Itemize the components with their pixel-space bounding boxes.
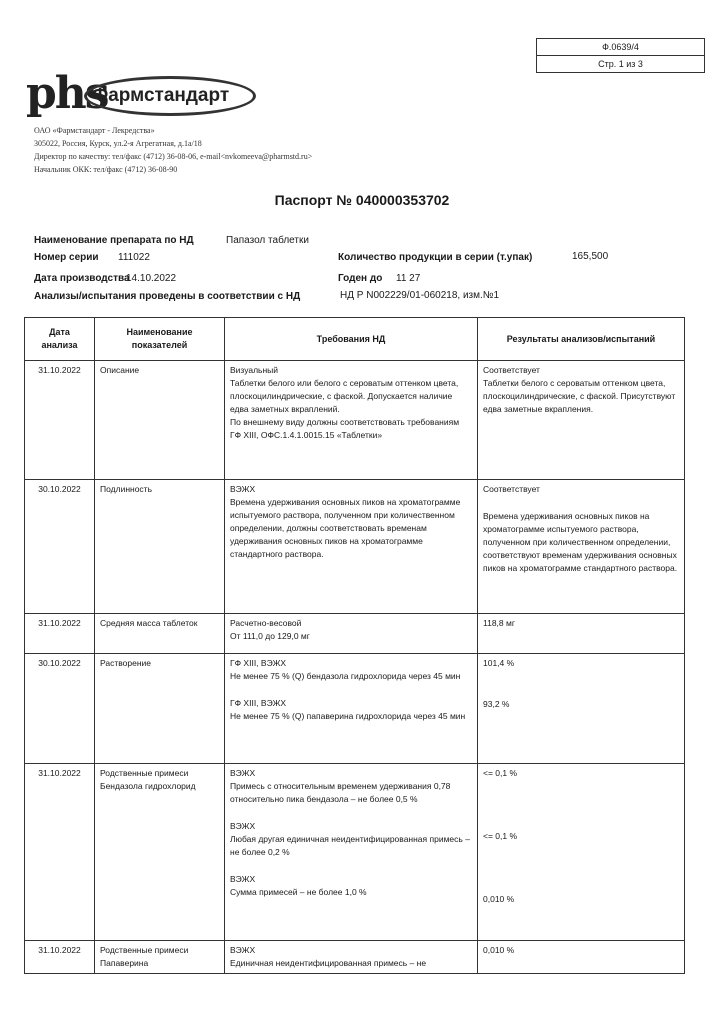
production-date-value: 14.10.2022	[126, 273, 177, 284]
table-row	[25, 654, 685, 764]
result-cell	[478, 941, 685, 974]
logo-letters: phs	[26, 68, 108, 119]
analysis-table	[24, 317, 685, 974]
table-row	[25, 361, 685, 480]
requirement-text: ВЭЖХ Любая другая единичная неидентифицированная примесь – не более 0,2 %	[230, 821, 470, 857]
result-text: 0,010 %	[483, 945, 515, 955]
form-code: Ф.0639/4	[602, 42, 639, 52]
result-text: Времена удерживания основных пиков на хроматограмме испытуемого раствора, полученном при количественном определении, соответствуют временам удерживания основных пиков на хроматограмме стандартного раствора.	[483, 511, 678, 573]
result-cell	[478, 764, 685, 941]
quantity-value: 165,500	[572, 251, 609, 262]
page-counter: Стр. 1 из 3	[537, 55, 704, 72]
drug-value: Папазол таблетки	[226, 235, 309, 246]
result-cell	[478, 614, 685, 654]
analysis-date: 30.10.2022	[25, 654, 95, 764]
requirement-cell	[225, 614, 478, 654]
company-address: 305022, Россия, Курск, ул.2-я Агрегатная, д.1а/18	[34, 139, 202, 148]
indicator-name: Растворение	[95, 654, 225, 764]
analysis-date: 31.10.2022	[25, 614, 95, 654]
result-text: 118,8 мг	[483, 618, 515, 628]
requirement-text: Визуальный Таблетки белого или белого с сероватым оттенком цвета, плоскоцилиндрические, с фаской. Допускается наличие едва заметных вкраплений. По внешнему виду должны соответствовать требованиям ГФ XIII, ОФС.1.4.1.0015.15 «Таблетки»	[230, 365, 460, 440]
drug-label: Наименование препарата по НД	[34, 235, 194, 246]
requirement-text: ВЭЖХ Времена удерживания основных пиков на хроматограмме испытуемого раствора, полученном при количественном определении, должны соответствовать временам удерживания основных пиков на хроматограмме стандартного раствора.	[230, 484, 461, 559]
header-results: Результаты анализов/испытаний	[478, 318, 685, 361]
requirement-cell	[225, 941, 478, 974]
expiry-value: 11 27	[396, 273, 421, 284]
result-text: <= 0,1 %	[483, 768, 518, 778]
series-label: Номер серии	[34, 252, 99, 263]
requirement-cell	[225, 480, 478, 614]
indicator-name: Родственные примеси Бендазола гидрохлорид	[95, 764, 225, 941]
requirement-cell	[225, 654, 478, 764]
indicator-name: Родственные примеси Папаверина	[95, 941, 225, 974]
company-director: Директор по качеству: тел/факс (4712) 36-08-06, e-mail<nvkomeeva@pharmstd.ru>	[34, 152, 313, 161]
result-text: 101,4 %	[483, 658, 515, 668]
quantity-label: Количество продукции в серии (т.упак)	[338, 252, 533, 263]
requirement-text: ВЭЖХ Единичная неидентифицированная примесь – не	[230, 945, 427, 968]
header-requirements: Требования НД	[225, 318, 478, 361]
requirement-text: ГФ XIII, ВЭЖХ Не менее 75 % (Q) бендазола гидрохлорида через 45 мин	[230, 658, 461, 681]
logo-name: Фармстандарт	[92, 85, 230, 106]
indicator-name: Подлинность	[95, 480, 225, 614]
result-text: 93,2 %	[483, 699, 510, 709]
header-indicator: Наименование показателей	[95, 318, 225, 361]
analysis-label: Анализы/испытания проведены в соответствии с НД	[34, 291, 301, 302]
requirement-text: ВЭЖХ Примесь с относительным временем удерживания 0,78 относительно пика бендазола – не более 0,5 %	[230, 768, 451, 804]
result-text: <= 0,1 %	[483, 831, 518, 841]
table-row	[25, 614, 685, 654]
result-text: 0,010 %	[483, 894, 515, 904]
result-cell	[478, 361, 685, 480]
table-row	[25, 764, 685, 941]
series-value: 111022	[118, 252, 150, 263]
header-date: Дата анализа	[25, 318, 95, 361]
form-code-box	[536, 38, 705, 73]
analysis-date: 31.10.2022	[25, 764, 95, 941]
page-title: Паспорт № 040000353702	[274, 192, 450, 208]
company-org: ОАО «Фармстандарт - Лекредства»	[34, 126, 155, 135]
indicator-name: Описание	[95, 361, 225, 480]
requirement-text: ГФ XIII, ВЭЖХ Не менее 75 % (Q) папаверина гидрохлорида через 45 мин	[230, 698, 466, 721]
requirement-text: Расчетно-весовой От 111,0 до 129,0 мг	[230, 618, 310, 641]
analysis-date: 30.10.2022	[25, 480, 95, 614]
company-logo	[24, 68, 274, 122]
analysis-date: 31.10.2022	[25, 361, 95, 480]
analysis-date: 31.10.2022	[25, 941, 95, 974]
result-text: Соответствует	[483, 484, 540, 494]
nd-value: НД Р N002229/01-060218, изм.№1	[340, 290, 500, 301]
table-row	[25, 941, 685, 974]
company-okk: Начальник ОКК: тел/факс (4712) 36-08-90	[34, 165, 178, 174]
result-cell	[478, 480, 685, 614]
requirement-cell	[225, 361, 478, 480]
table-row	[25, 480, 685, 614]
result-cell	[478, 654, 685, 764]
indicator-name: Средняя масса таблеток	[95, 614, 225, 654]
table-header-row	[25, 318, 685, 361]
result-text: Соответствует Таблетки белого с сероватым оттенком цвета, плоскоцилиндрические, с фаской. Присутствуют едва заметные вкрапления.	[483, 365, 676, 414]
production-date-label: Дата производства	[34, 273, 130, 284]
requirement-cell	[225, 764, 478, 941]
requirement-text: ВЭЖХ Сумма примесей – не более 1,0 %	[230, 874, 367, 897]
expiry-label: Годен до	[338, 273, 383, 284]
